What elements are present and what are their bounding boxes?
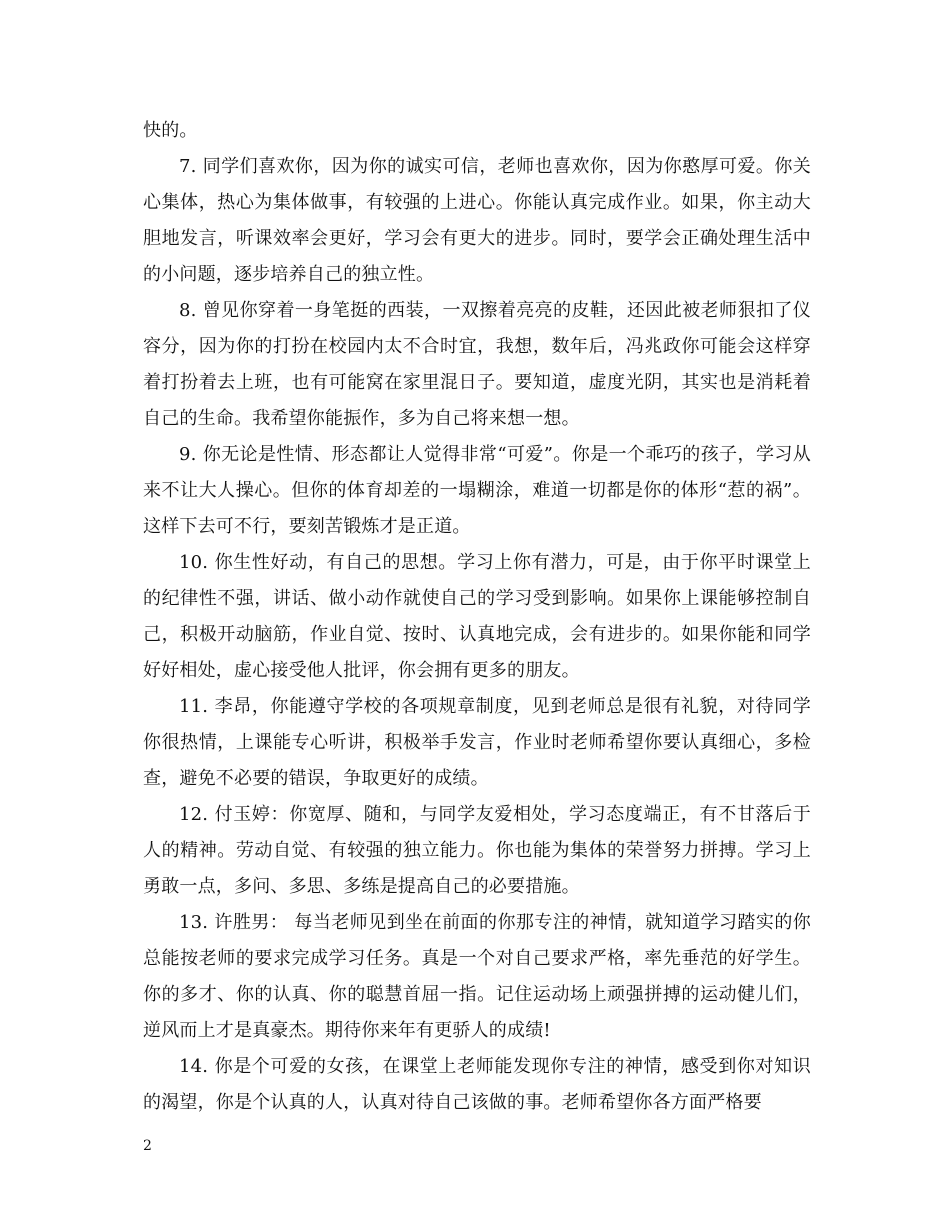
document-body xyxy=(143,113,811,1121)
paragraph-item-9: 9. 你无论是性情、形态都让人觉得非常“可爱”。你是一个乖巧的孩子，学习从来不让大人操心。但你的体育却差的一塌糊涂，难道一切都是你的体形“惹的祸”。这样下去可不行，要刻苦锻炼才是正道。 xyxy=(143,444,811,537)
paragraph-item-11: 11. 李昂，你能遵守学校的各项规章制度，见到老师总是很有礼貌，对待同学你很热情，上课能专心听讲，积极举手发言，作业时老师希望你要认真细心，多检查，避免不必要的错误，争取更好的成绩。 xyxy=(143,696,811,789)
paragraph-continuation: 快的。 xyxy=(143,120,198,141)
paragraph-item-14: 14. 你是个可爱的女孩，在课堂上老师能发现你专注的神情，感受到你对知识的渴望，你是个认真的人，认真对待自己该做的事。老师希望你各方面严格要 xyxy=(143,1056,811,1113)
paragraph-item-12: 12. 付玉婷：你宽厚、随和，与同学友爱相处，学习态度端正，有不甘落后于人的精神。劳动自觉、有较强的独立能力。你也能为集体的荣誉努力拼搏。学习上勇敢一点，多问、多思、多练是提高自己的必要措施。 xyxy=(143,804,811,897)
paragraph-item-7: 7. 同学们喜欢你，因为你的诚实可信，老师也喜欢你，因为你憨厚可爱。你关心集体，热心为集体做事，有较强的上进心。你能认真完成作业。如果，你主动大胆地发言，听课效率会更好，学习会有更大的进步。同时，要学会正确处理生活中的小问题，逐步培养自己的独立性。 xyxy=(143,156,811,285)
paragraph-item-13: 13. 许胜男： 每当老师见到坐在前面的你那专注的神情，就知道学习踏实的你总能按老师的要求完成学习任务。真是一个对自己要求严格，率先垂范的好学生。你的多才、你的认真、你的聪慧首屈一指。记住运动场上顽强拼搏的运动健儿们，逆风而上才是真豪杰。期待你来年有更骄人的成绩! xyxy=(143,912,811,1041)
paragraph-item-10: 10. 你生性好动，有自己的思想。学习上你有潜力，可是，由于你平时课堂上的纪律性不强，讲话、做小动作就使自己的学习受到影响。如果你上课能够控制自己，积极开动脑筋，作业自觉、按时、认真地完成，会有进步的。如果你能和同学好好相处，虚心接受他人批评，你会拥有更多的朋友。 xyxy=(143,552,811,681)
paragraph-item-8: 8. 曾见你穿着一身笔挺的西装，一双擦着亮亮的皮鞋，还因此被老师狠扣了仪容分，因为你的打扮在校园内太不合时宜，我想，数年后，冯兆政你可能会这样穿着打扮着去上班，也有可能窝在家里混日子。要知道，虚度光阴，其实也是消耗着自己的生命。我希望你能振作，多为自己将来想一想。 xyxy=(143,300,811,429)
page-number: 2 xyxy=(143,1138,152,1154)
